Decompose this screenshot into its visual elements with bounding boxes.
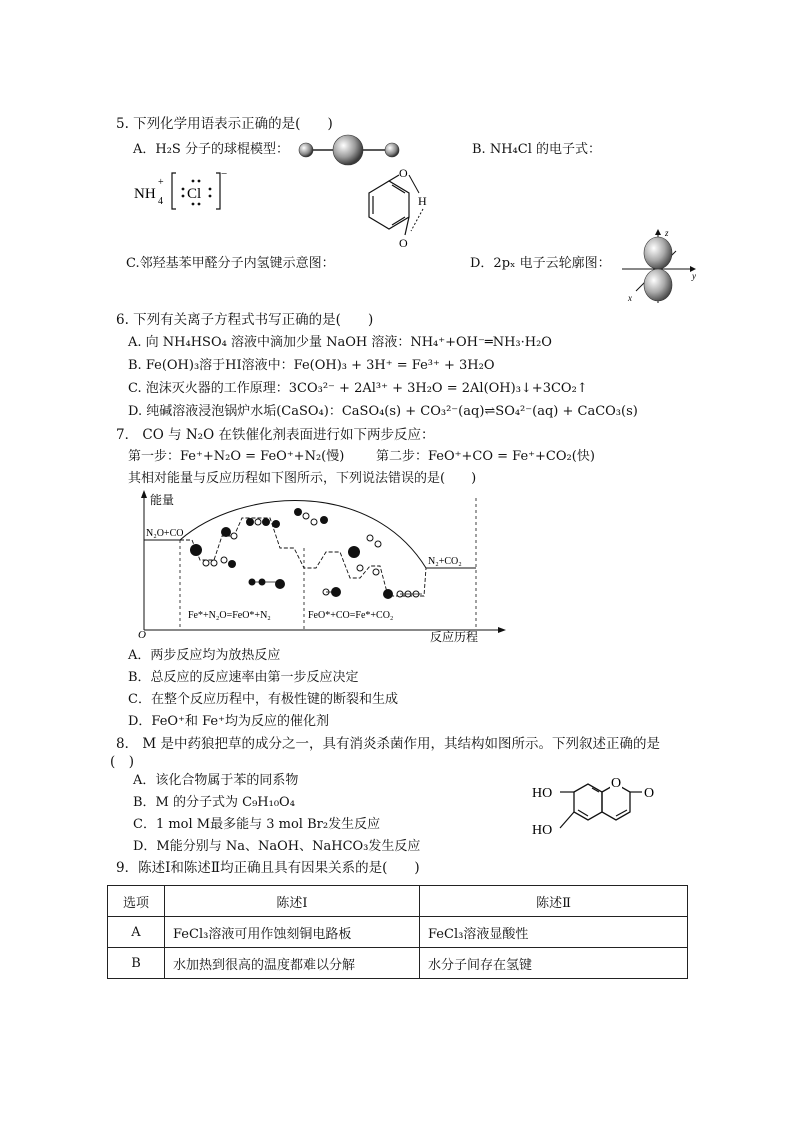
origin-label: O <box>138 629 146 641</box>
q8-option-a: A．该化合物属于苯的同系物 <box>133 773 299 788</box>
q8-option-d: D．M能分别与 Na、NaOH、NaHCO₃发生反应 <box>133 839 421 854</box>
q5-option-d: D．2pₓ 电子云轮廓图： <box>470 256 611 271</box>
q5-option-a: A．H₂S 分子的球棍模型： <box>133 142 289 157</box>
products-label: N₂+CO₂ <box>428 556 462 567</box>
hydroxyl-o-label: O <box>399 166 408 180</box>
y-axis-label: 能量 <box>150 493 175 507</box>
q7-option-d: D．FeO⁺和 Fe⁺均为反应的催化剂 <box>128 714 329 729</box>
q5-option-c: C.邻羟基苯甲醛分子内氢键示意图： <box>126 256 335 271</box>
q8-stem-cont: ( ) <box>110 754 135 770</box>
q8-option-c: C．1 mol M最多能与 3 mol Br₂发生反应 <box>133 817 381 832</box>
h-atom-right <box>385 143 399 157</box>
q6-option-d: D. 纯碱溶液浸泡锅炉水垢(CaSO₄)：CaSO₄(s) + CO₃²⁻(aq)⇌SO₄²⁻(aq) + CaCO₃(s) <box>128 404 638 419</box>
s-atom <box>333 135 363 165</box>
reactants-label: N₂O+CO <box>146 528 184 539</box>
q7-option-b: B．总反应的反应速率由第一步反应决定 <box>128 670 359 685</box>
compound-m-structure <box>530 770 680 850</box>
nh4cl-electron-formula <box>132 165 232 215</box>
keto-oxygen-label: O <box>644 786 655 801</box>
q9-table <box>107 885 688 979</box>
x-axis-label: x <box>628 293 632 303</box>
q5-option-b: B. NH₄Cl 的电子式： <box>472 142 601 157</box>
row-b-statement-2: 水分子间存在氢键 <box>420 948 688 979</box>
header-statement-1: 陈述Ⅰ <box>165 886 420 917</box>
step1-label: Fe*+N₂O=FeO*+N₂ <box>188 610 271 621</box>
chlorine-text: Cl <box>187 186 202 202</box>
q7-stem: 7． CO 与 N₂O 在铁催化剂表面进行如下两步反应： <box>116 427 435 443</box>
header-statement-2: 陈述Ⅱ <box>420 886 688 917</box>
table-row <box>108 917 688 948</box>
row-a-option: A <box>108 917 165 948</box>
q7-option-a: A．两步反应均为放热反应 <box>128 648 281 663</box>
step2-label: FeO*+CO=Fe*+CO₂ <box>308 610 394 621</box>
q6-stem: 6. 下列有关离子方程式书写正确的是( ) <box>116 312 374 328</box>
y-axis-label: y <box>692 271 696 281</box>
row-a-statement-2: FeCl₃溶液显酸性 <box>420 917 688 948</box>
table-header-row <box>108 886 688 917</box>
header-option: 选项 <box>108 886 165 917</box>
q8-stem: 8． M 是中药狼把草的成分之一，具有消炎杀菌作用，其结构如图所示。下列叙述正确的是 <box>116 736 660 752</box>
q6-option-a: A. 向 NH₄HSO₄ 溶液中滴加少量 NaOH 溶液：NH₄⁺+OH⁻═NH₃·H₂O <box>128 335 552 350</box>
q6-option-b: B. Fe(OH)₃溶于HI溶液中：Fe(OH)₃ + 3H⁺ = Fe³⁺ + 3H₂O <box>128 358 495 373</box>
energy-profile-diagram <box>130 488 510 643</box>
o-hydroxybenzaldehyde-structure <box>345 163 445 263</box>
q7-option-c: C．在整个反应历程中，有极性键的断裂和生成 <box>128 692 398 707</box>
row-b-option: B <box>108 948 165 979</box>
q5-stem: 5. 下列化学用语表示正确的是( ) <box>116 116 333 132</box>
q7-step1: 第一步：Fe⁺+N₂O = FeO⁺+N₂(慢) <box>128 449 345 464</box>
q7-stem2: 其相对能量与反应历程如下图所示，下列说法错误的是( ) <box>128 471 477 486</box>
2p-orbital-diagram <box>620 225 700 305</box>
chloride-charge: − <box>221 168 228 180</box>
h-atom-left <box>299 143 313 157</box>
ammonium-text: NH <box>134 186 156 202</box>
q9-stem: 9．陈述Ⅰ和陈述Ⅱ均正确且具有因果关系的是( ) <box>116 860 420 876</box>
z-axis-label: z <box>665 228 669 238</box>
ammonium-sub: 4 <box>158 196 163 207</box>
ring-oxygen-label: O <box>611 776 622 791</box>
ammonium-sup: + <box>158 177 164 188</box>
q7-step2: 第二步：FeO⁺+CO = Fe⁺+CO₂(快) <box>376 449 595 464</box>
carbonyl-o-label: O <box>399 236 408 250</box>
hydroxyl-label-top: HO <box>532 786 553 801</box>
row-b-statement-1: 水加热到很高的温度都难以分解 <box>165 948 420 979</box>
q8-option-b: B．M 的分子式为 C₉H₁₀O₄ <box>133 795 295 810</box>
row-a-statement-1: FeCl₃溶液可用作蚀刻铜电路板 <box>165 917 420 948</box>
hydroxyl-label-bottom: HO <box>532 823 553 838</box>
q6-option-c: C. 泡沫灭火器的工作原理：3CO₃²⁻ + 2Al³⁺ + 3H₂O = 2Al(OH)₃↓+3CO₂↑ <box>128 381 588 396</box>
x-axis-label: 反应历程 <box>430 630 479 643</box>
hydroxyl-h-label: H <box>418 194 427 208</box>
table-row <box>108 948 688 979</box>
